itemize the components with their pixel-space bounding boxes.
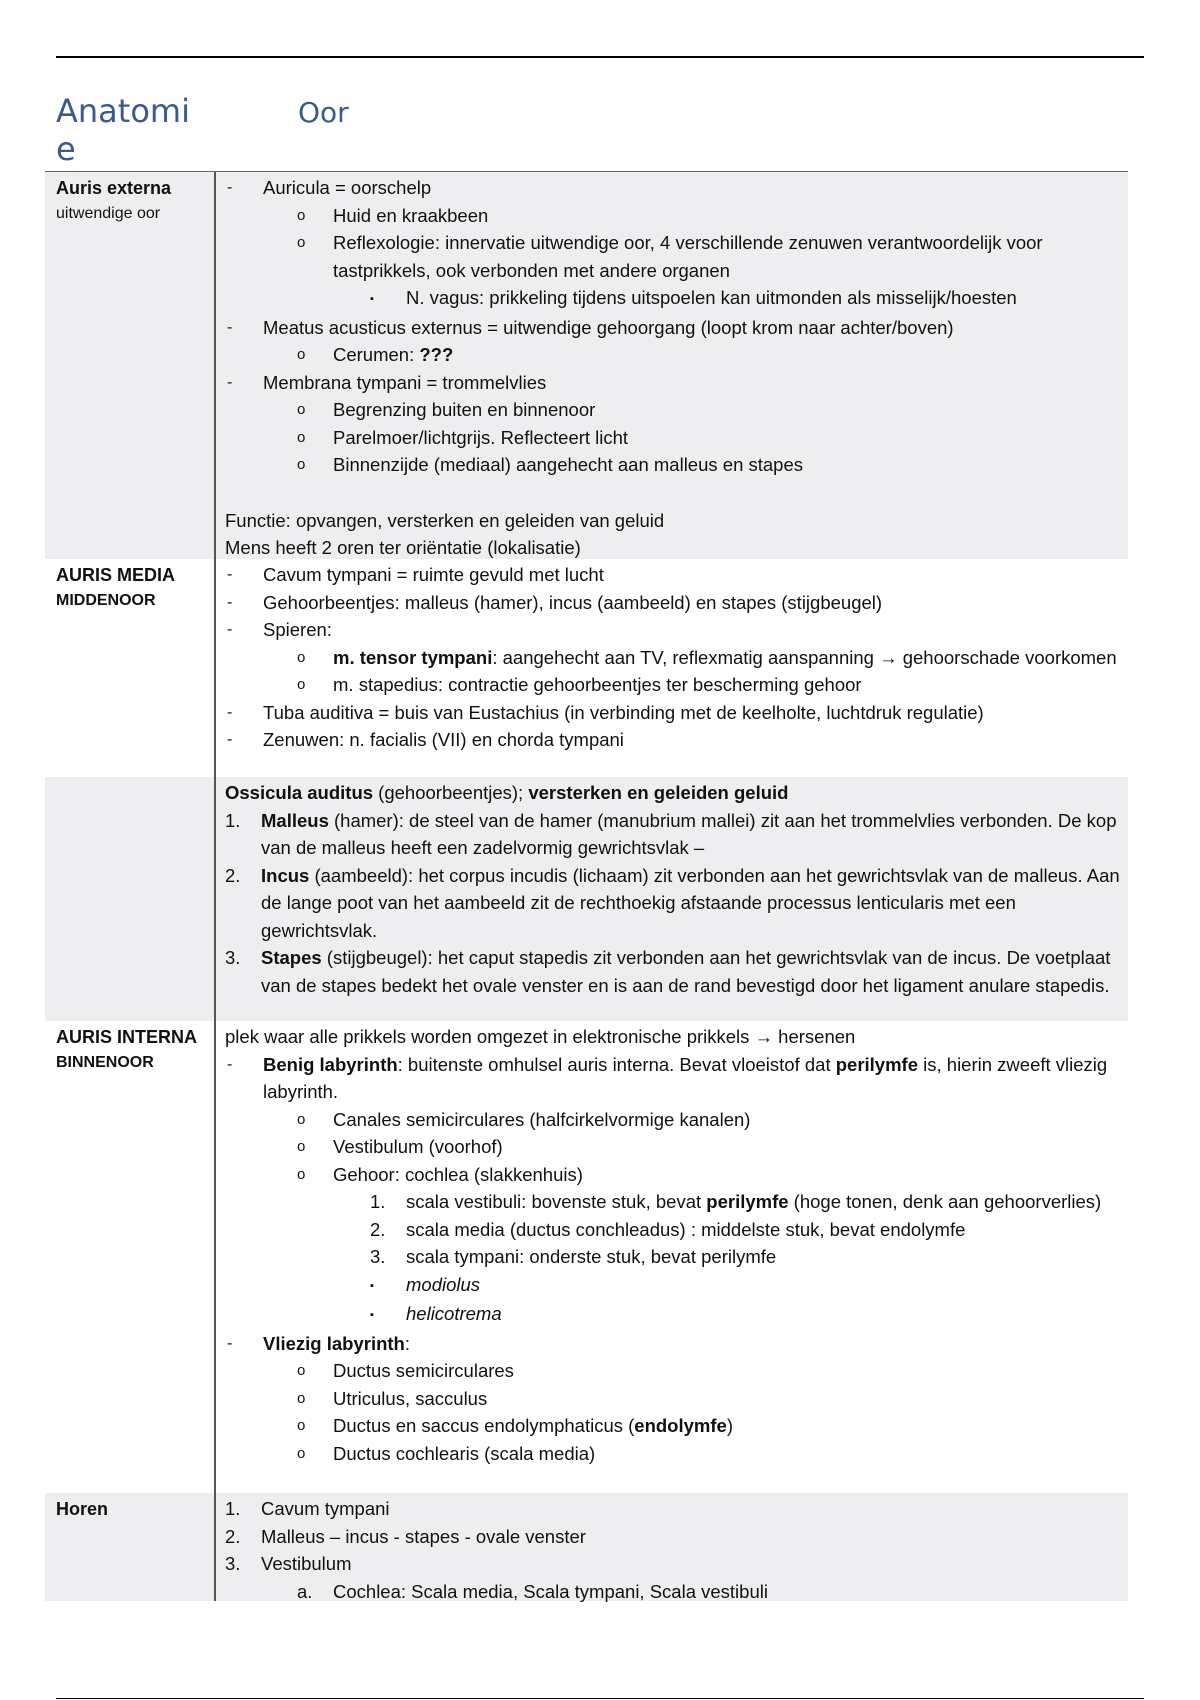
section-sublabel: uitwendige oor: [56, 205, 161, 222]
list-item: o Vestibulum (voorhof): [225, 1133, 1128, 1161]
circle-bullet-icon: o: [297, 234, 306, 251]
circle-bullet-icon: o: [297, 1138, 306, 1155]
circle-bullet-icon: o: [297, 206, 306, 224]
section-label: Horen: [56, 1499, 109, 1519]
list-item: a. Cochlea: Scala media, Scala tympani, Scala vestibuli: [297, 1580, 768, 1602]
list-item: - Benig labyrinth: buitenste omhulsel auris interna. Bevat vloeistof dat perilymfe is, hierin zweeft vliezig labyrinth.: [225, 1051, 1128, 1106]
circle-bullet-icon: o: [297, 676, 306, 693]
row-ossicula: [45, 777, 1128, 1021]
dash-bullet-icon: -: [227, 703, 233, 721]
label-cell: [45, 1493, 216, 1601]
circle-bullet-icon: o: [297, 428, 306, 446]
label-cell: [45, 1021, 216, 1493]
circle-bullet-icon: o: [297, 1417, 306, 1434]
dash-bullet-icon: -: [227, 318, 233, 336]
section-label: AURIS INTERNA: [56, 1027, 198, 1047]
list-item: o Parelmoer/lichtgrijs. Reflecteert licht: [225, 424, 1128, 452]
circle-bullet-icon: o: [297, 1165, 306, 1183]
list-item: o Utriculus, sacculus: [225, 1385, 1128, 1413]
list-item: ▪ modiolus: [225, 1271, 1128, 1301]
list-item: 3. Vestibulum: [225, 1553, 352, 1574]
dash-bullet-icon: -: [227, 621, 233, 638]
label-cell: [45, 777, 216, 1021]
circle-bullet-icon: o: [297, 1389, 306, 1407]
spacer: [225, 479, 1128, 507]
list-item: ▪ helicotrema: [225, 1300, 1128, 1330]
list-item: 3. Stapes (stijgbeugel): het caput stapedis zit verbonden aan het gewrichtsvlak van de incus. De voetplaat van de stapes bedekt het ovale venster en is aan de rand bevestigd door het ligament anulare stapedis.: [225, 947, 1111, 996]
dash-bullet-icon: -: [227, 731, 233, 748]
row-horen: [45, 1493, 1128, 1601]
dash-bullet-icon: -: [227, 179, 233, 196]
row-auris-media: [45, 559, 1128, 777]
list-item: - Spieren:: [225, 616, 1128, 644]
list-item: o m. stapedius: contractie gehoorbeentjes ter bescherming gehoor: [225, 671, 1128, 699]
header-rule: [56, 56, 1144, 58]
list-item: 2. scala media (ductus conchleadus) : middelste stuk, bevat endolymfe: [370, 1218, 966, 1240]
list-item: ▪ N. vagus: prikkeling tijdens uitspoelen kan uitmonden als misselijk/hoesten: [225, 284, 1128, 314]
content-cell: [216, 172, 1128, 559]
list-item: - Tuba auditiva = buis van Eustachius (in verbinding met de keelholte, luchtdruk regulatie): [225, 699, 1128, 727]
section-sublabel: MIDDENOOR: [56, 592, 156, 609]
paragraph: Functie: opvangen, versterken en geleiden van geluid: [225, 509, 665, 531]
list-item: 1. Cavum tympani: [225, 1498, 390, 1519]
circle-bullet-icon: o: [297, 401, 306, 418]
dash-bullet-icon: -: [227, 593, 233, 611]
dash-bullet-icon: -: [227, 373, 233, 391]
page-subtitle: Oor: [298, 96, 349, 129]
list-item: o Ductus semicirculares: [225, 1357, 1128, 1385]
section-label: Auris externa: [56, 178, 172, 198]
notes-table: [45, 172, 1128, 1601]
row-auris-interna: [45, 1021, 1128, 1493]
list-item: o Binnenzijde (mediaal) aangehecht aan malleus en stapes: [225, 451, 1128, 479]
footer-rule: [56, 1698, 1144, 1699]
dash-bullet-icon: -: [227, 1055, 233, 1073]
content-cell: [216, 1021, 1128, 1493]
content-cell: [216, 559, 1128, 777]
circle-bullet-icon: o: [297, 456, 306, 473]
dash-bullet-icon: -: [227, 1334, 233, 1352]
list-item: o Cerumen: ???: [225, 341, 1128, 369]
list-item: - Meatus acusticus externus = uitwendige gehoorgang (loopt krom naar achter/boven): [225, 314, 1128, 342]
square-bullet-icon: ▪: [370, 293, 374, 305]
list-item: o m. tensor tympani: aangehecht aan TV, reflexmatig aanspanning → gehoorschade voorkomen: [225, 644, 1128, 672]
list-item: 2. Incus (aambeeld): het corpus incudis (lichaam) zit verbonden aan het gewrichtsvlak van de malleus. Aan de lange poot van het aambeeld zit de rechthoekig afstaande processus lenticularis met een gewrichtsvlak.: [225, 864, 1120, 941]
content-cell: [216, 777, 1128, 1021]
list-item: - Membrana tympani = trommelvlies: [225, 369, 1128, 397]
circle-bullet-icon: o: [297, 1444, 306, 1462]
circle-bullet-icon: o: [297, 346, 306, 363]
circle-bullet-icon: o: [297, 1110, 306, 1128]
paragraph: Mens heeft 2 oren ter oriëntatie (lokalisatie): [225, 537, 581, 558]
label-cell: [45, 559, 216, 777]
list-item: - Zenuwen: n. facialis (VII) en chorda tympani: [225, 726, 1128, 754]
list-item: - Cavum tympani = ruimte gevuld met lucht: [225, 561, 1128, 589]
circle-bullet-icon: o: [297, 648, 306, 666]
section-label: AURIS MEDIA: [56, 565, 176, 585]
list-item: - Vliezig labyrinth:: [225, 1330, 1128, 1358]
dash-bullet-icon: -: [227, 566, 233, 583]
list-item: - Gehoorbeentjes: malleus (hamer), incus (aambeeld) en stapes (stijgbeugel): [225, 589, 1128, 617]
list-item: o Begrenzing buiten en binnenoor: [225, 396, 1128, 424]
content-cell: [216, 1493, 1128, 1601]
list-item: 2. Malleus – incus - stapes - ovale venster: [225, 1525, 586, 1547]
square-bullet-icon: ▪: [370, 1279, 374, 1292]
square-bullet-icon: ▪: [370, 1309, 374, 1321]
page-title: Anatomie: [56, 92, 190, 168]
row-auris-externa: [45, 172, 1128, 559]
paragraph-heading: Ossicula auditus (gehoorbeentjes); versterken en geleiden geluid: [225, 782, 789, 803]
list-item: - Auricula = oorschelp: [225, 174, 1128, 202]
list-item: 3. scala tympani: onderste stuk, bevat perilymfe: [370, 1246, 777, 1267]
label-cell: [45, 172, 216, 559]
paragraph: plek waar alle prikkels worden omgezet in elektronische prikkels → hersenen: [225, 1026, 856, 1047]
list-item: o Reflexologie: innervatie uitwendige oor, 4 verschillende zenuwen verantwoordelijk voor tastprikkels, ook verbonden met andere organen: [225, 229, 1128, 284]
list-item: 1. Malleus (hamer): de steel van de hamer (manubrium mallei) zit aan het trommelvlies verbonden. De kop van de malleus heeft een zadelvormig gewrichtsvlak –: [225, 809, 1117, 858]
list-item: o Canales semicirculares (halfcirkelvormige kanalen): [225, 1106, 1128, 1134]
list-item: o Huid en kraakbeen: [225, 202, 1128, 230]
circle-bullet-icon: o: [297, 1362, 306, 1379]
list-item: o Ductus en saccus endolymphaticus (endolymfe): [225, 1412, 1128, 1440]
section-sublabel: BINNENOOR: [56, 1054, 154, 1071]
list-item: 1. scala vestibuli: bovenste stuk, bevat perilymfe (hoge tonen, denk aan gehoorverlies): [370, 1191, 1102, 1212]
list-item: o Gehoor: cochlea (slakkenhuis): [225, 1161, 1128, 1189]
list-item: o Ductus cochlearis (scala media): [225, 1440, 1128, 1468]
